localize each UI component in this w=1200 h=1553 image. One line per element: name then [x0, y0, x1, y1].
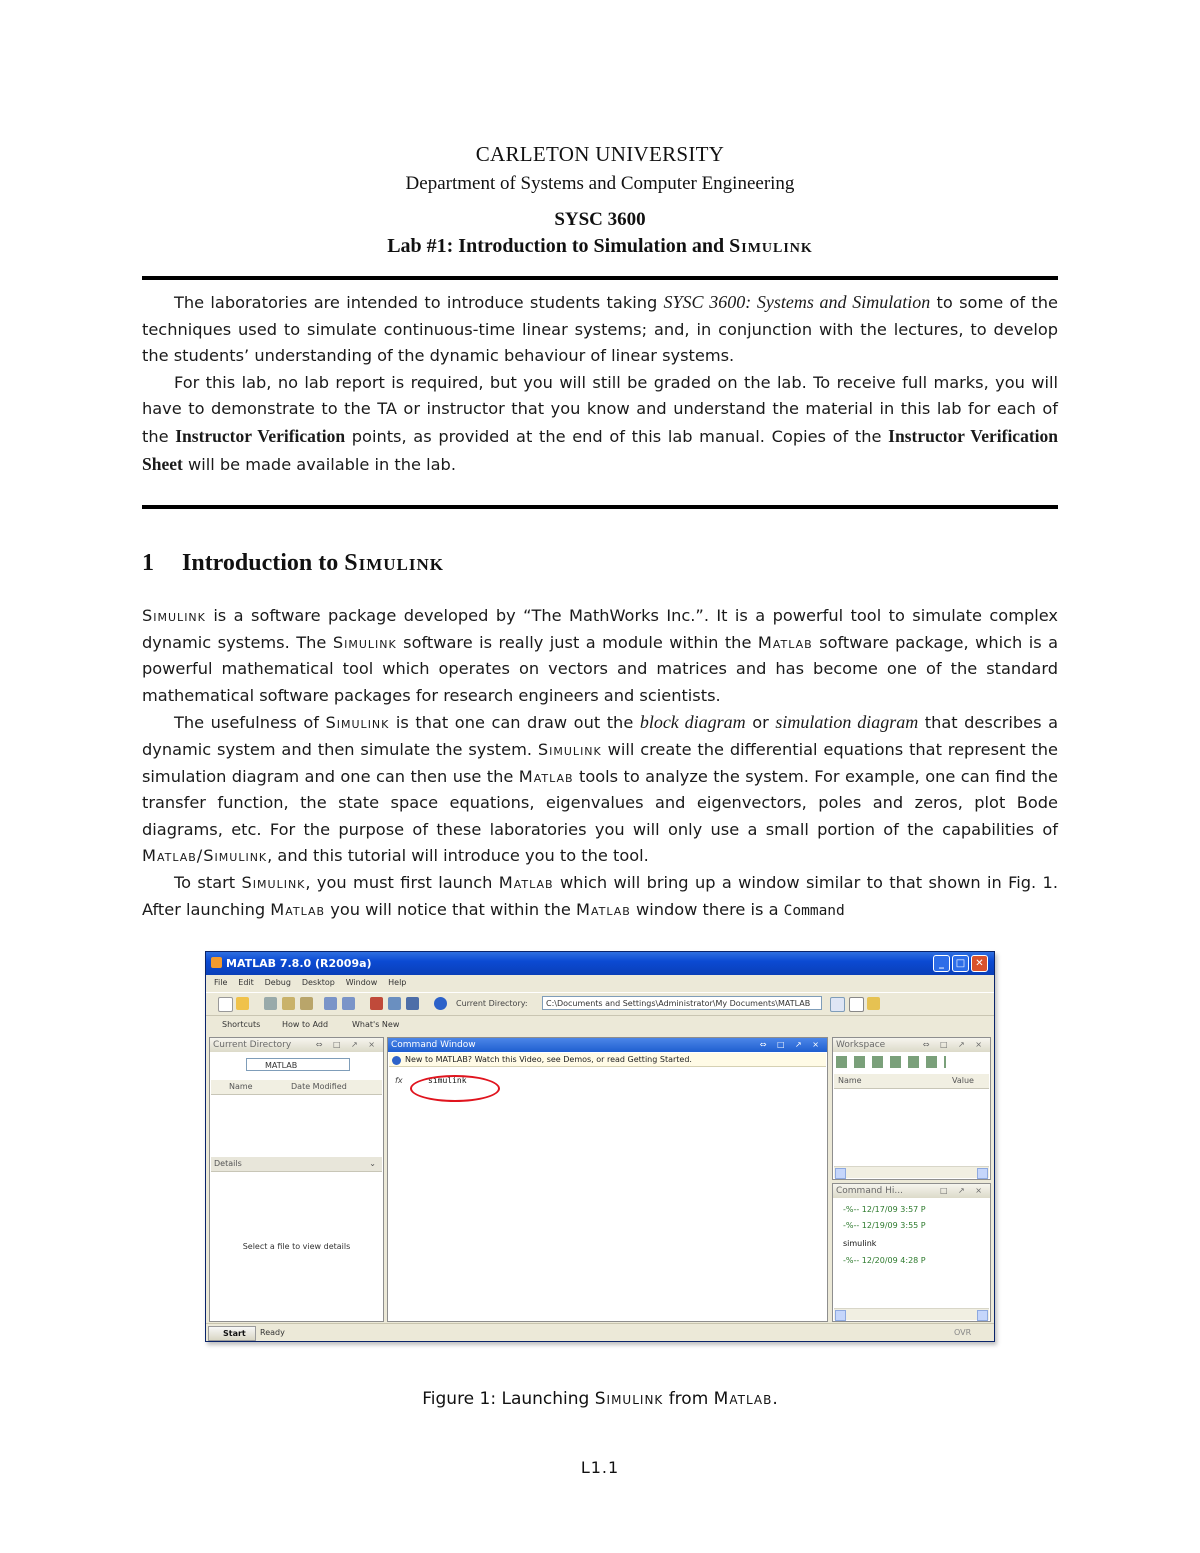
text-span: The laboratories are intended to introduce students taking [174, 293, 664, 312]
redo-icon[interactable] [342, 997, 355, 1010]
smallcaps-term: Matlab [713, 1389, 773, 1409]
simulink-icon[interactable] [370, 997, 383, 1010]
course-code: SYSC 3600 [554, 209, 646, 230]
menu-debug[interactable]: Debug [264, 978, 291, 987]
history-line[interactable]: simulink [843, 1239, 877, 1248]
whats-new-link[interactable]: What's New [352, 1020, 400, 1029]
column-name[interactable]: Name [838, 1076, 862, 1085]
status-text: Ready [260, 1328, 285, 1337]
open-folder-icon[interactable] [236, 997, 249, 1010]
caption-text: from [663, 1389, 714, 1409]
chevron-down-icon[interactable]: ⌄ [369, 1159, 376, 1168]
info-bar[interactable]: New to MATLAB? Watch this Video, see Demos, or read Getting Started. [389, 1053, 826, 1067]
smallcaps-term: Matlab [576, 899, 631, 919]
details-label: Details [214, 1159, 242, 1168]
history-line[interactable]: -%-- 12/17/09 3:57 P [843, 1205, 926, 1214]
current-directory-panel [209, 1037, 384, 1322]
scroll-left-icon[interactable] [835, 1310, 846, 1321]
panel-controls-icon[interactable]: ⇔ □ ↗ × [315, 1040, 379, 1049]
column-value[interactable]: Value [952, 1076, 974, 1085]
up-folder-icon[interactable] [867, 997, 880, 1010]
department-name: Department of Systems and Computer Engineering [405, 173, 795, 194]
command-history-panel [832, 1183, 991, 1322]
smallcaps-term: Matlab [518, 766, 574, 786]
panel-title: Current Directory [213, 1040, 292, 1050]
close-icon[interactable]: ✕ [971, 955, 988, 972]
text-span: software is really just a module within the [396, 632, 758, 652]
text-span: window there is a [630, 899, 784, 919]
text-span: , and this tutorial will introduce you to the tool. [267, 846, 649, 866]
section-paragraph-2 [142, 709, 1058, 870]
text-span: For this lab, no lab report is required, but you will still be graded on the lab. To receive full marks, you will have to demonstrate to the TA or instructor that you know and understand the material in this lab for each of the [142, 372, 1058, 446]
intro-paragraph-1 [142, 289, 1058, 370]
text-span: points, as provided at the end of this lab manual. Copies of the [345, 426, 889, 446]
smallcaps-term: Matlab [498, 872, 554, 892]
folder-dropdown[interactable]: MATLAB [246, 1058, 350, 1071]
lab-title-text: Lab #1: Introduction to Simulation and [387, 235, 730, 257]
guide-icon[interactable] [388, 997, 401, 1010]
command-history-header [833, 1184, 990, 1198]
menu-help[interactable]: Help [388, 978, 407, 987]
text-span: software package, which is a powerful mathematical tool which operates on vectors and matrices and has become one of the standard mathematical software packages for research engineers and scientists. [142, 632, 1059, 705]
smallcaps-term: Matlab [270, 899, 326, 919]
university-name: CARLETON UNIVERSITY [475, 142, 725, 166]
section-title: Introduction to [182, 550, 345, 576]
help-icon[interactable] [434, 997, 447, 1010]
scroll-right-icon[interactable] [977, 1168, 988, 1179]
panel-controls-icon[interactable]: □ ↗ × [939, 1186, 986, 1195]
smallcaps-term: Simulink [241, 872, 306, 892]
text-span: is a software package developed by “The MathWorks Inc.”. It is a powerful tool to simulate complex dynamic systems. The [142, 606, 1058, 652]
smallcaps-term: Simulink [594, 1389, 664, 1409]
highlight-ellipse [410, 1075, 500, 1102]
matlab-logo-icon [211, 957, 222, 968]
lab-title-simulink: Simulink [729, 235, 813, 257]
window-titlebar [206, 952, 994, 975]
text-span: you will notice that within the [325, 899, 577, 919]
text-span: will create the differential equations that represent the simulation diagram and one can then use the [142, 739, 1059, 786]
text-span: To start [174, 872, 242, 892]
section-paragraph-1 [142, 603, 1058, 709]
intro-paragraph-2 [142, 370, 1058, 478]
smallcaps-term: Matlab [757, 632, 813, 652]
section-paragraph-3 [142, 870, 1058, 924]
text-span: or [745, 713, 776, 733]
menu-bar [206, 975, 994, 991]
profiler-icon[interactable] [406, 997, 419, 1010]
smallcaps-term: Simulink [325, 713, 390, 733]
text-span: which will bring up a window similar to that shown in Fig. 1. After launching [142, 872, 1058, 919]
maximize-icon[interactable]: □ [952, 955, 969, 972]
how-to-add-link[interactable]: How to Add [282, 1020, 329, 1029]
course-name-emphasis: SYSC 3600: Systems and Simulation [663, 292, 931, 312]
cut-icon[interactable] [264, 997, 277, 1010]
top-rule [142, 276, 1058, 280]
undo-icon[interactable] [324, 997, 337, 1010]
command-window-header [388, 1038, 827, 1052]
start-button[interactable]: Start [208, 1326, 256, 1341]
lab-title [0, 235, 1200, 258]
bold-term: Instructor Verification Sheet [142, 425, 1059, 474]
caption-text: Figure 1: Launching [422, 1389, 595, 1409]
status-bar [206, 1323, 994, 1342]
panel-title: Workspace [836, 1040, 886, 1050]
monospace-term: Command [783, 902, 845, 919]
scroll-right-icon[interactable] [977, 1310, 988, 1321]
text-span: to some of the techniques used to simulate continuous-time linear systems; and, in conjunction with the lectures, to develop the students’ understanding of the dynamic behaviour of linear systems. [142, 293, 1058, 366]
menu-edit[interactable]: Edit [238, 978, 254, 987]
smallcaps-term: Matlab/Simulink [142, 846, 268, 866]
section-number: 1 [142, 550, 154, 576]
panel-title: Command Window [391, 1040, 476, 1050]
new-file-icon[interactable] [218, 997, 233, 1012]
intro-section [142, 289, 1058, 478]
text-span: , you must first launch [305, 872, 499, 892]
column-name[interactable]: Name [229, 1082, 253, 1091]
minimize-icon[interactable]: _ [933, 955, 950, 972]
panel-controls-icon[interactable]: ⇔ □ ↗ × [922, 1040, 986, 1049]
shortcuts-bar [206, 1016, 994, 1034]
figure-caption [0, 1389, 1200, 1409]
window-title: MATLAB 7.8.0 (R2009a) [226, 957, 372, 970]
emphasis-term: simulation diagram [775, 712, 919, 733]
chevron-down-icon[interactable] [830, 997, 845, 1012]
info-icon [392, 1056, 401, 1065]
copy-icon[interactable] [282, 997, 295, 1010]
menu-file[interactable]: File [214, 978, 228, 987]
section-1-body [142, 603, 1058, 924]
history-line[interactable]: -%-- 12/19/09 3:55 P [843, 1221, 926, 1230]
bold-term: Instructor Verification [175, 425, 346, 446]
workspace-toolbar-icon[interactable] [836, 1056, 946, 1068]
page-number: L1.1 [580, 1458, 620, 1477]
details-placeholder: Select a file to view details [242, 1242, 351, 1251]
smallcaps-term: Simulink [332, 632, 397, 652]
scroll-left-icon[interactable] [835, 1168, 846, 1179]
smallcaps-term: Simulink [142, 606, 206, 625]
panel-title: Command Hi... [836, 1186, 903, 1196]
text-span: will be made available in the lab. [182, 454, 456, 474]
section-title-simulink: Simulink [344, 550, 444, 576]
text-span: is that one can draw out the [389, 713, 640, 733]
text-span: The usefulness of [174, 713, 326, 733]
overwrite-indicator: OVR [954, 1328, 972, 1337]
command-text[interactable]: simulink [428, 1076, 467, 1085]
workspace-column-header [834, 1074, 989, 1089]
text-span: tools to analyze the system. For example, one can find the transfer function, the state space equations, eigenvalues and eigenvectors, poles and zeros, plot Bode diagrams, etc. For the purpose of these laboratories you will only use a small portion of the capabilities of [142, 766, 1058, 839]
file-list-header [211, 1080, 382, 1095]
workspace-header [833, 1038, 990, 1052]
main-toolbar [206, 992, 994, 1016]
history-scrollbar[interactable] [834, 1308, 989, 1320]
browse-icon[interactable] [849, 997, 864, 1012]
menu-window[interactable]: Window [345, 978, 378, 987]
menu-desktop[interactable]: Desktop [301, 978, 335, 987]
emphasis-term: block diagram [639, 712, 746, 733]
matlab-window-figure [205, 951, 995, 1342]
current-directory-label: Current Directory: [456, 999, 528, 1008]
workspace-panel [832, 1037, 991, 1180]
bottom-rule [142, 505, 1058, 509]
caption-text: . [772, 1389, 778, 1409]
panel-controls-icon[interactable]: ⇔ □ ↗ × [759, 1040, 823, 1049]
smallcaps-term: Simulink [537, 739, 602, 759]
details-header [211, 1157, 382, 1172]
section-heading [142, 550, 444, 577]
text-span: that describes a dynamic system and then simulate the system. [142, 713, 1058, 759]
paste-icon[interactable] [300, 997, 313, 1010]
history-line[interactable]: -%-- 12/20/09 4:28 P [843, 1256, 926, 1265]
current-directory-field[interactable]: C:\Documents and Settings\Administrator\My Documents\MATLAB [542, 996, 822, 1010]
function-prompt-icon: fx [395, 1076, 403, 1085]
shortcuts-link[interactable]: Shortcuts [222, 1020, 261, 1029]
column-date-modified[interactable]: Date Modified [291, 1082, 347, 1091]
current-directory-header [210, 1038, 383, 1052]
workspace-scrollbar[interactable] [834, 1166, 989, 1178]
